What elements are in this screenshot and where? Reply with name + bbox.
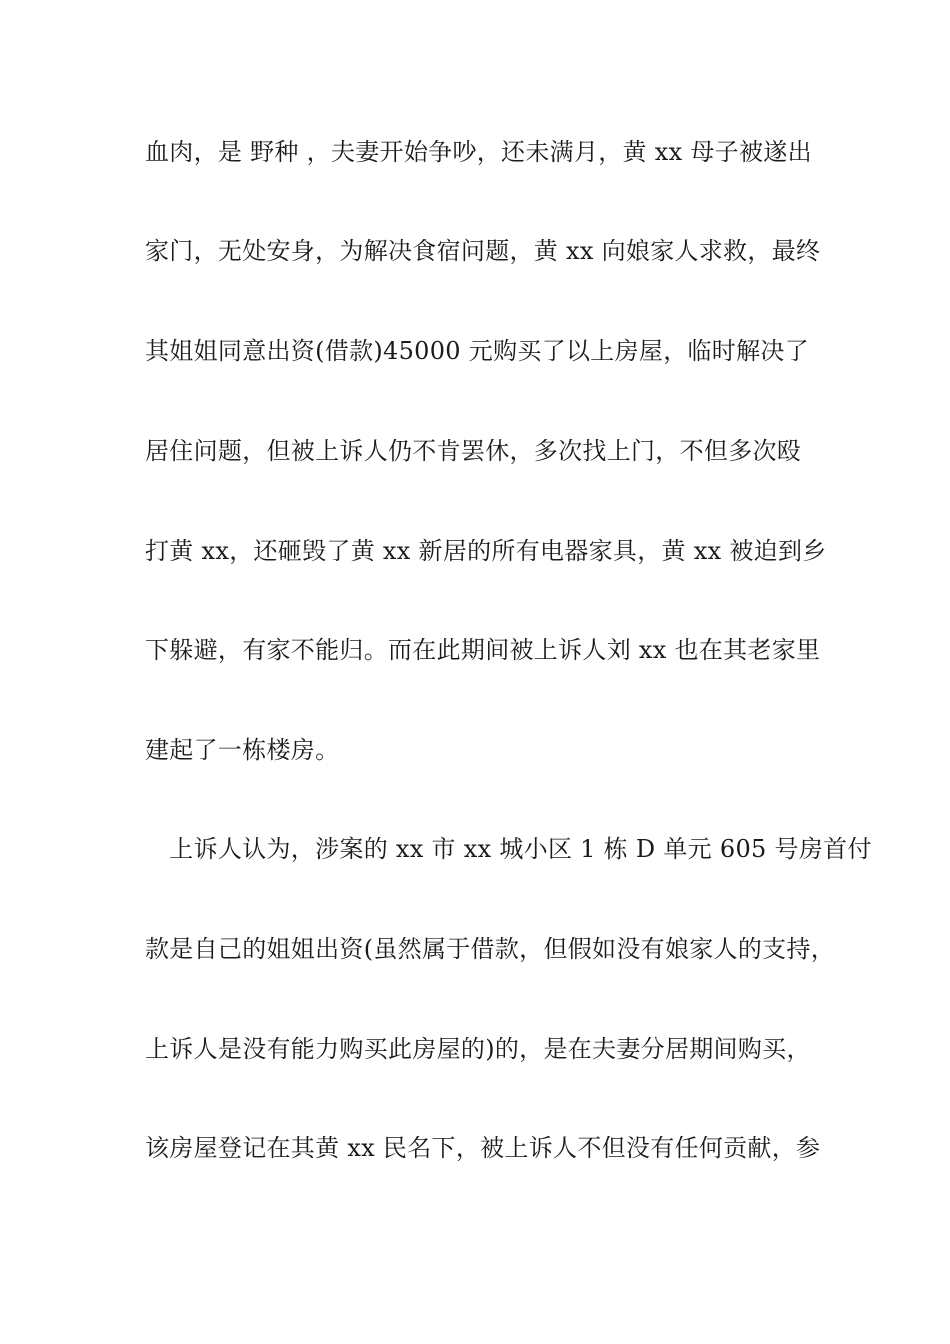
- paragraph-1-line-2: 家门，无处安身，为解决食宿问题，黄 xx 向娘家人求救，最终: [145, 237, 821, 265]
- paragraph-2-line-4: 该房屋登记在其黄 xx 民名下，被上诉人不但没有任何贡献，参: [145, 1134, 821, 1162]
- paragraph-2-line-3: 上诉人是没有能力购买此房屋的)的，是在夫妻分居期间购买，: [145, 1035, 811, 1063]
- paragraph-1-line-4: 居住问题，但被上诉人仍不肯罢休，多次找上门，不但多次殴: [145, 437, 802, 465]
- paragraph-1-line-5: 打黄 xx，还砸毁了黄 xx 新居的所有电器家具，黄 xx 被迫到乡: [145, 537, 827, 565]
- paragraph-2-line-2: 款是自己的姐姐出资(虽然属于借款，但假如没有娘家人的支持，: [145, 935, 836, 963]
- paragraph-1-line-3: 其姐姐同意出资(借款)45000 元购买了以上房屋，临时解决了: [145, 337, 810, 365]
- paragraph-1-line-7: 建起了一栋楼房。: [145, 736, 340, 764]
- paragraph-1-line-1: 血肉，是 野种 ，夫妻开始争吵，还未满月，黄 xx 母子被遂出: [145, 138, 812, 166]
- paragraph-1-line-6: 下躲避，有家不能归。而在此期间被上诉人刘 xx 也在其老家里: [145, 636, 821, 664]
- paragraph-2-line-1: 上诉人认为，涉案的 xx 市 xx 城小区 1 栋 D 单元 605 号房首付: [145, 835, 872, 863]
